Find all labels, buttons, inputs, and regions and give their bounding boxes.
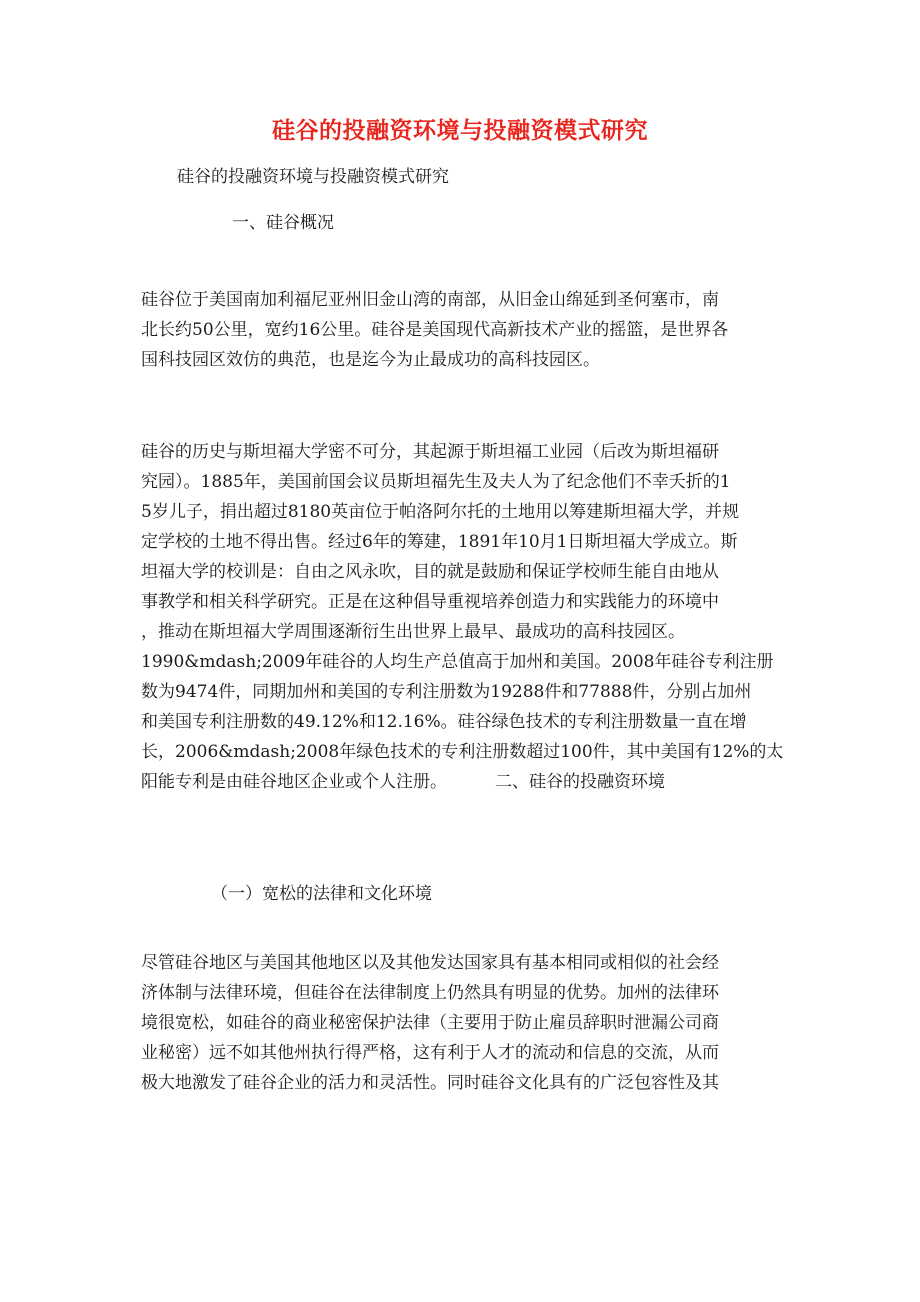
paragraph-line: 境很宽松，如硅谷的商业秘密保护法律（主要用于防止雇员辞职时泄漏公司商 [141,1013,719,1033]
paragraph-line: 长，2006&mdash;2008年绿色技术的专利注册数超过100件，其中美国有12%的太 [141,742,784,762]
paragraph-line: 业秘密）远不如其他州执行得严格，这有利于人才的流动和信息的交流，从而 [141,1043,719,1063]
paragraph-line: 国科技园区效仿的典范，也是迄今为止最成功的高科技园区。 [141,350,600,370]
paragraph-line: 究园）。1885年，美国前国会议员斯坦福先生及夫人为了纪念他们不幸夭折的1 [141,472,731,492]
section-heading-investment-environment: 二、硅谷的投融资环境 [495,772,665,792]
paragraph-line: 数为9474件，同期加州和美国的专利注册数为19288件和77888件，分别占加州 [141,682,752,702]
document-title: 硅谷的投融资环境与投融资模式研究 [272,118,648,144]
paragraph-line: 阳能专利是由硅谷地区企业或个人注册。 [141,772,447,792]
paragraph-line: 极大地激发了硅谷企业的活力和灵活性。同时硅谷文化具有的广泛包容性及其 [141,1073,719,1093]
paragraph-line: 北长约50公里，宽约16公里。硅谷是美国现代高新技术产业的摇篮，是世界各 [141,320,729,340]
section-heading-overview: 一、硅谷概况 [232,213,334,233]
subsection-heading-legal-culture: （一）宽松的法律和文化环境 [211,884,432,904]
paragraph-line: ，推动在斯坦福大学周围逐渐衍生出世界上最早、最成功的高科技园区。 [141,622,685,642]
paragraph-line: 定学校的土地不得出售。经过6年的筹建，1891年10月1日斯坦福大学成立。斯 [141,532,738,552]
paragraph-line: 硅谷的历史与斯坦福大学密不可分，其起源于斯坦福工业园（后改为斯坦福研 [141,442,719,462]
paragraph-overview [141,285,781,375]
paragraph-line-with-heading [141,767,781,797]
paragraph-legal-environment [141,948,781,1098]
paragraph-line: 坦福大学的校训是：自由之风永吹，目的就是鼓励和保证学校师生能自由地从 [141,562,719,582]
paragraph-line: 尽管硅谷地区与美国其他地区以及其他发达国家具有基本相同或相似的社会经 [141,953,719,973]
paragraph-history [141,437,784,797]
paragraph-line: 济体制与法律环境，但硅谷在法律制度上仍然具有明显的优势。加州的法律环 [141,983,719,1003]
document-subtitle: 硅谷的投融资环境与投融资模式研究 [177,167,449,187]
paragraph-line: 1990&mdash;2009年硅谷的人均生产总值高于加州和美国。2008年硅谷专利注册 [141,652,774,672]
paragraph-line: 5岁儿子，捐出超过8180英亩位于帕洛阿尔托的土地用以筹建斯坦福大学，并规 [141,502,740,522]
paragraph-line: 硅谷位于美国南加利福尼亚州旧金山湾的南部，从旧金山绵延到圣何塞市，南 [141,290,719,310]
paragraph-line: 和美国专利注册数的49.12%和12.16%。硅谷绿色技术的专利注册数量一直在增 [141,712,747,732]
paragraph-line: 事教学和相关科学研究。正是在这种倡导重视培养创造力和实践能力的环境中 [141,592,719,612]
